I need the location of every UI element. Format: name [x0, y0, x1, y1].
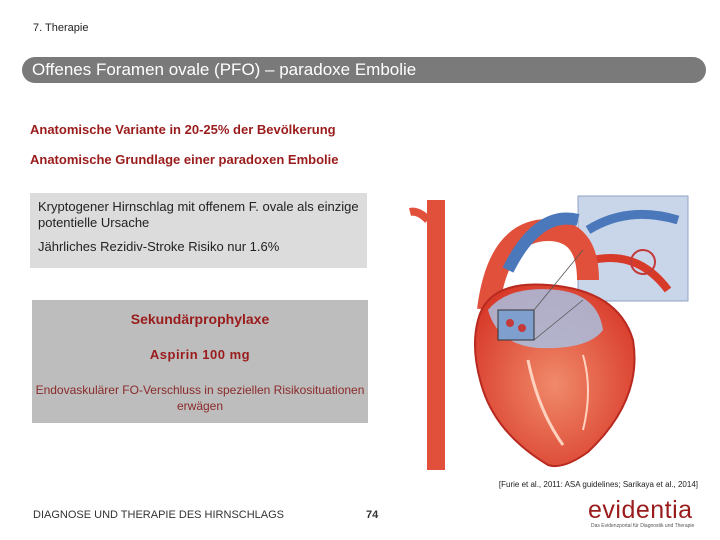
prophylaxis-note: Endovaskulärer FO-Verschluss in speziellen Risikosituationen erwägen	[35, 383, 365, 413]
info-box	[30, 193, 367, 268]
chapter-label: 7. Therapie	[33, 22, 89, 34]
heart-illustration	[388, 190, 700, 470]
prophylaxis-box	[32, 300, 368, 423]
slide-title: Offenes Foramen ovale (PFO) – paradoxe Embolie	[22, 57, 706, 83]
prophylaxis-heading: Sekundärprophylaxe	[130, 311, 270, 327]
info-box-line-1: Kryptogener Hirnschlag mit offenem F. ovale als einzige potentielle Ursache	[38, 199, 359, 230]
evidentia-logo	[588, 497, 708, 537]
footer-title: DIAGNOSE UND THERAPIE DES HIRNSCHLAGS	[33, 509, 285, 521]
logo-word: evidentia	[588, 496, 693, 524]
info-box-line-2: Jährliches Rezidiv-Stroke Risiko nur 1.6%	[38, 239, 280, 254]
logo-tagline: Das Evidenzportal für Diagnostik und Therapie	[591, 523, 695, 529]
page-number: 74	[366, 509, 379, 521]
reference-citation: [Furie et al., 2011: ASA guidelines; Sarikaya et al., 2014]	[498, 480, 698, 489]
bullet-point-embolism: Anatomische Grundlage einer paradoxen Embolie	[30, 152, 339, 167]
prophylaxis-medication: Aspirin 100 mg	[149, 347, 251, 362]
bullet-point-variant: Anatomische Variante in 20-25% der Bevölkerung	[30, 122, 336, 137]
